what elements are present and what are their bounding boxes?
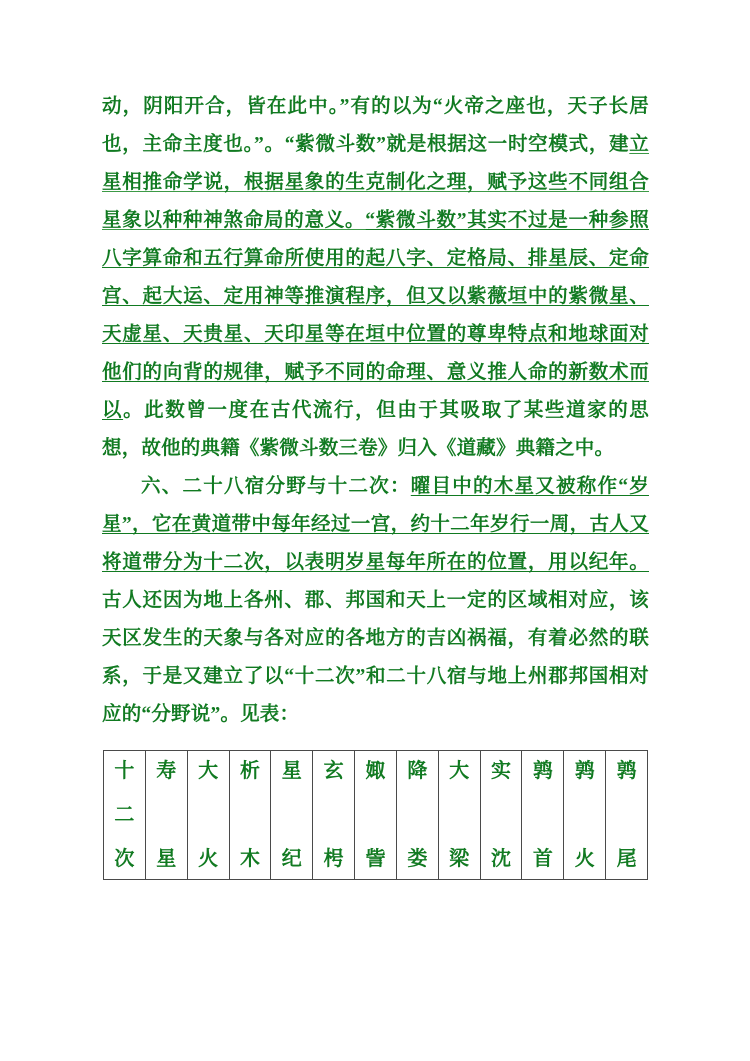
table-cell	[271, 751, 313, 880]
text-run: 。此数曾一度在古代流行，但由于其吸取了某些道家的思想，故他的典籍《紫微斗数三卷》归入《道藏》典籍之中。	[102, 400, 649, 459]
cell-char-top: 鹑	[616, 760, 637, 782]
text-run: 立星相推命学说，根据星象的生克制化之理，赋予这些不同组合星象以种种神煞命局的意义。	[102, 134, 649, 231]
text-run: 曜目中的木星又被称作“岁星”，它在黄道带中每年经过一宫，约十二年岁行一周，古人又将道带分为十二次，以表明岁星每年所在的位置，用以纪年。	[102, 476, 649, 573]
cell-char-bottom: 梁	[449, 848, 470, 870]
cell-char-bottom: 娄	[407, 848, 428, 870]
table-cell	[229, 751, 271, 880]
cell-character-stack	[188, 751, 229, 879]
cell-char-bottom: 首	[532, 848, 553, 870]
cell-char-top: 寿	[156, 760, 177, 782]
table-cell	[187, 751, 229, 880]
cell-char-bottom: 次	[114, 848, 135, 870]
table-cell	[522, 751, 564, 880]
cell-char-top: 大	[198, 760, 219, 782]
paragraph-zi-wei-dou-shu	[102, 88, 649, 468]
shi-er-ci-table	[103, 750, 648, 880]
cell-char-bottom: 訾	[365, 848, 386, 870]
table-body	[104, 751, 648, 880]
text-run: 六、二十八宿分野与十二次：	[141, 476, 411, 497]
cell-character-stack	[355, 751, 396, 879]
cell-char-bottom: 星	[156, 848, 177, 870]
cell-char-top: 玄	[323, 760, 344, 782]
table-cell	[145, 751, 187, 880]
cell-char-top: 十	[114, 760, 135, 782]
cell-character-stack	[313, 751, 354, 879]
paragraph-section-six	[102, 468, 649, 734]
cell-char-bottom: 火	[574, 848, 595, 870]
cell-char-top: 析	[239, 760, 260, 782]
table-cell	[104, 751, 146, 880]
table-cell	[313, 751, 355, 880]
cell-character-stack	[397, 751, 438, 879]
cell-character-stack	[230, 751, 271, 879]
text-run: 动，阴阳开合，皆在此中。”有的以为“火帝之座也，天子长居也，主命主度也。”。“紫微斗数”就是根据这一时空模式，建	[102, 96, 649, 155]
cell-char-bottom: 火	[198, 848, 219, 870]
cell-character-stack	[564, 751, 605, 879]
cell-char-bottom: 木	[239, 848, 260, 870]
cell-character-stack	[439, 751, 480, 879]
table-cell	[396, 751, 438, 880]
cell-char-top: 大	[449, 760, 470, 782]
cell-char-bottom: 枵	[323, 848, 344, 870]
cell-char-bottom: 纪	[281, 848, 302, 870]
cell-char-middle: 二	[114, 804, 135, 826]
table-cell	[564, 751, 606, 880]
cell-char-top: 降	[407, 760, 428, 782]
cell-character-stack	[146, 751, 187, 879]
cell-char-top: 鹑	[532, 760, 553, 782]
cell-char-top: 星	[281, 760, 302, 782]
cell-char-top: 实	[491, 760, 512, 782]
cell-char-top: 鹑	[574, 760, 595, 782]
table-cell	[480, 751, 522, 880]
text-run: 古人还因为地上各州、郡、邦国和天上一定的区域相对应，该天区发生的天象与各对应的各地方的吉凶祸福，有着必然的联系，于是又建立了以“十二次”和二十八宿与地上州郡邦国相对应的“分野说”。见表：	[102, 590, 649, 725]
cell-character-stack	[104, 751, 145, 879]
cell-character-stack	[271, 751, 312, 879]
table-cell	[438, 751, 480, 880]
cell-character-stack	[606, 751, 647, 879]
cell-character-stack	[522, 751, 563, 879]
table-cell	[355, 751, 397, 880]
table-row	[104, 751, 648, 880]
shi-er-ci-table-container	[103, 750, 648, 880]
cell-char-bottom: 尾	[616, 848, 637, 870]
document-body	[102, 88, 649, 734]
cell-char-bottom: 沈	[491, 848, 512, 870]
cell-char-top: 娵	[365, 760, 386, 782]
table-cell	[606, 751, 648, 880]
text-run: “紫微斗数”其实不过是一种参照八字算命和五行算命所使用的起八字、定格局、排星辰、定命宫、起大运、定用神等推演程序，但又以紫薇垣中的紫微星、天虚星、天贵星、天印星等在垣中位置的尊卑特点和地球面对他们的向背的规律，赋予不同的命理、意义推人命的新数术而以	[102, 210, 649, 421]
cell-character-stack	[481, 751, 522, 879]
